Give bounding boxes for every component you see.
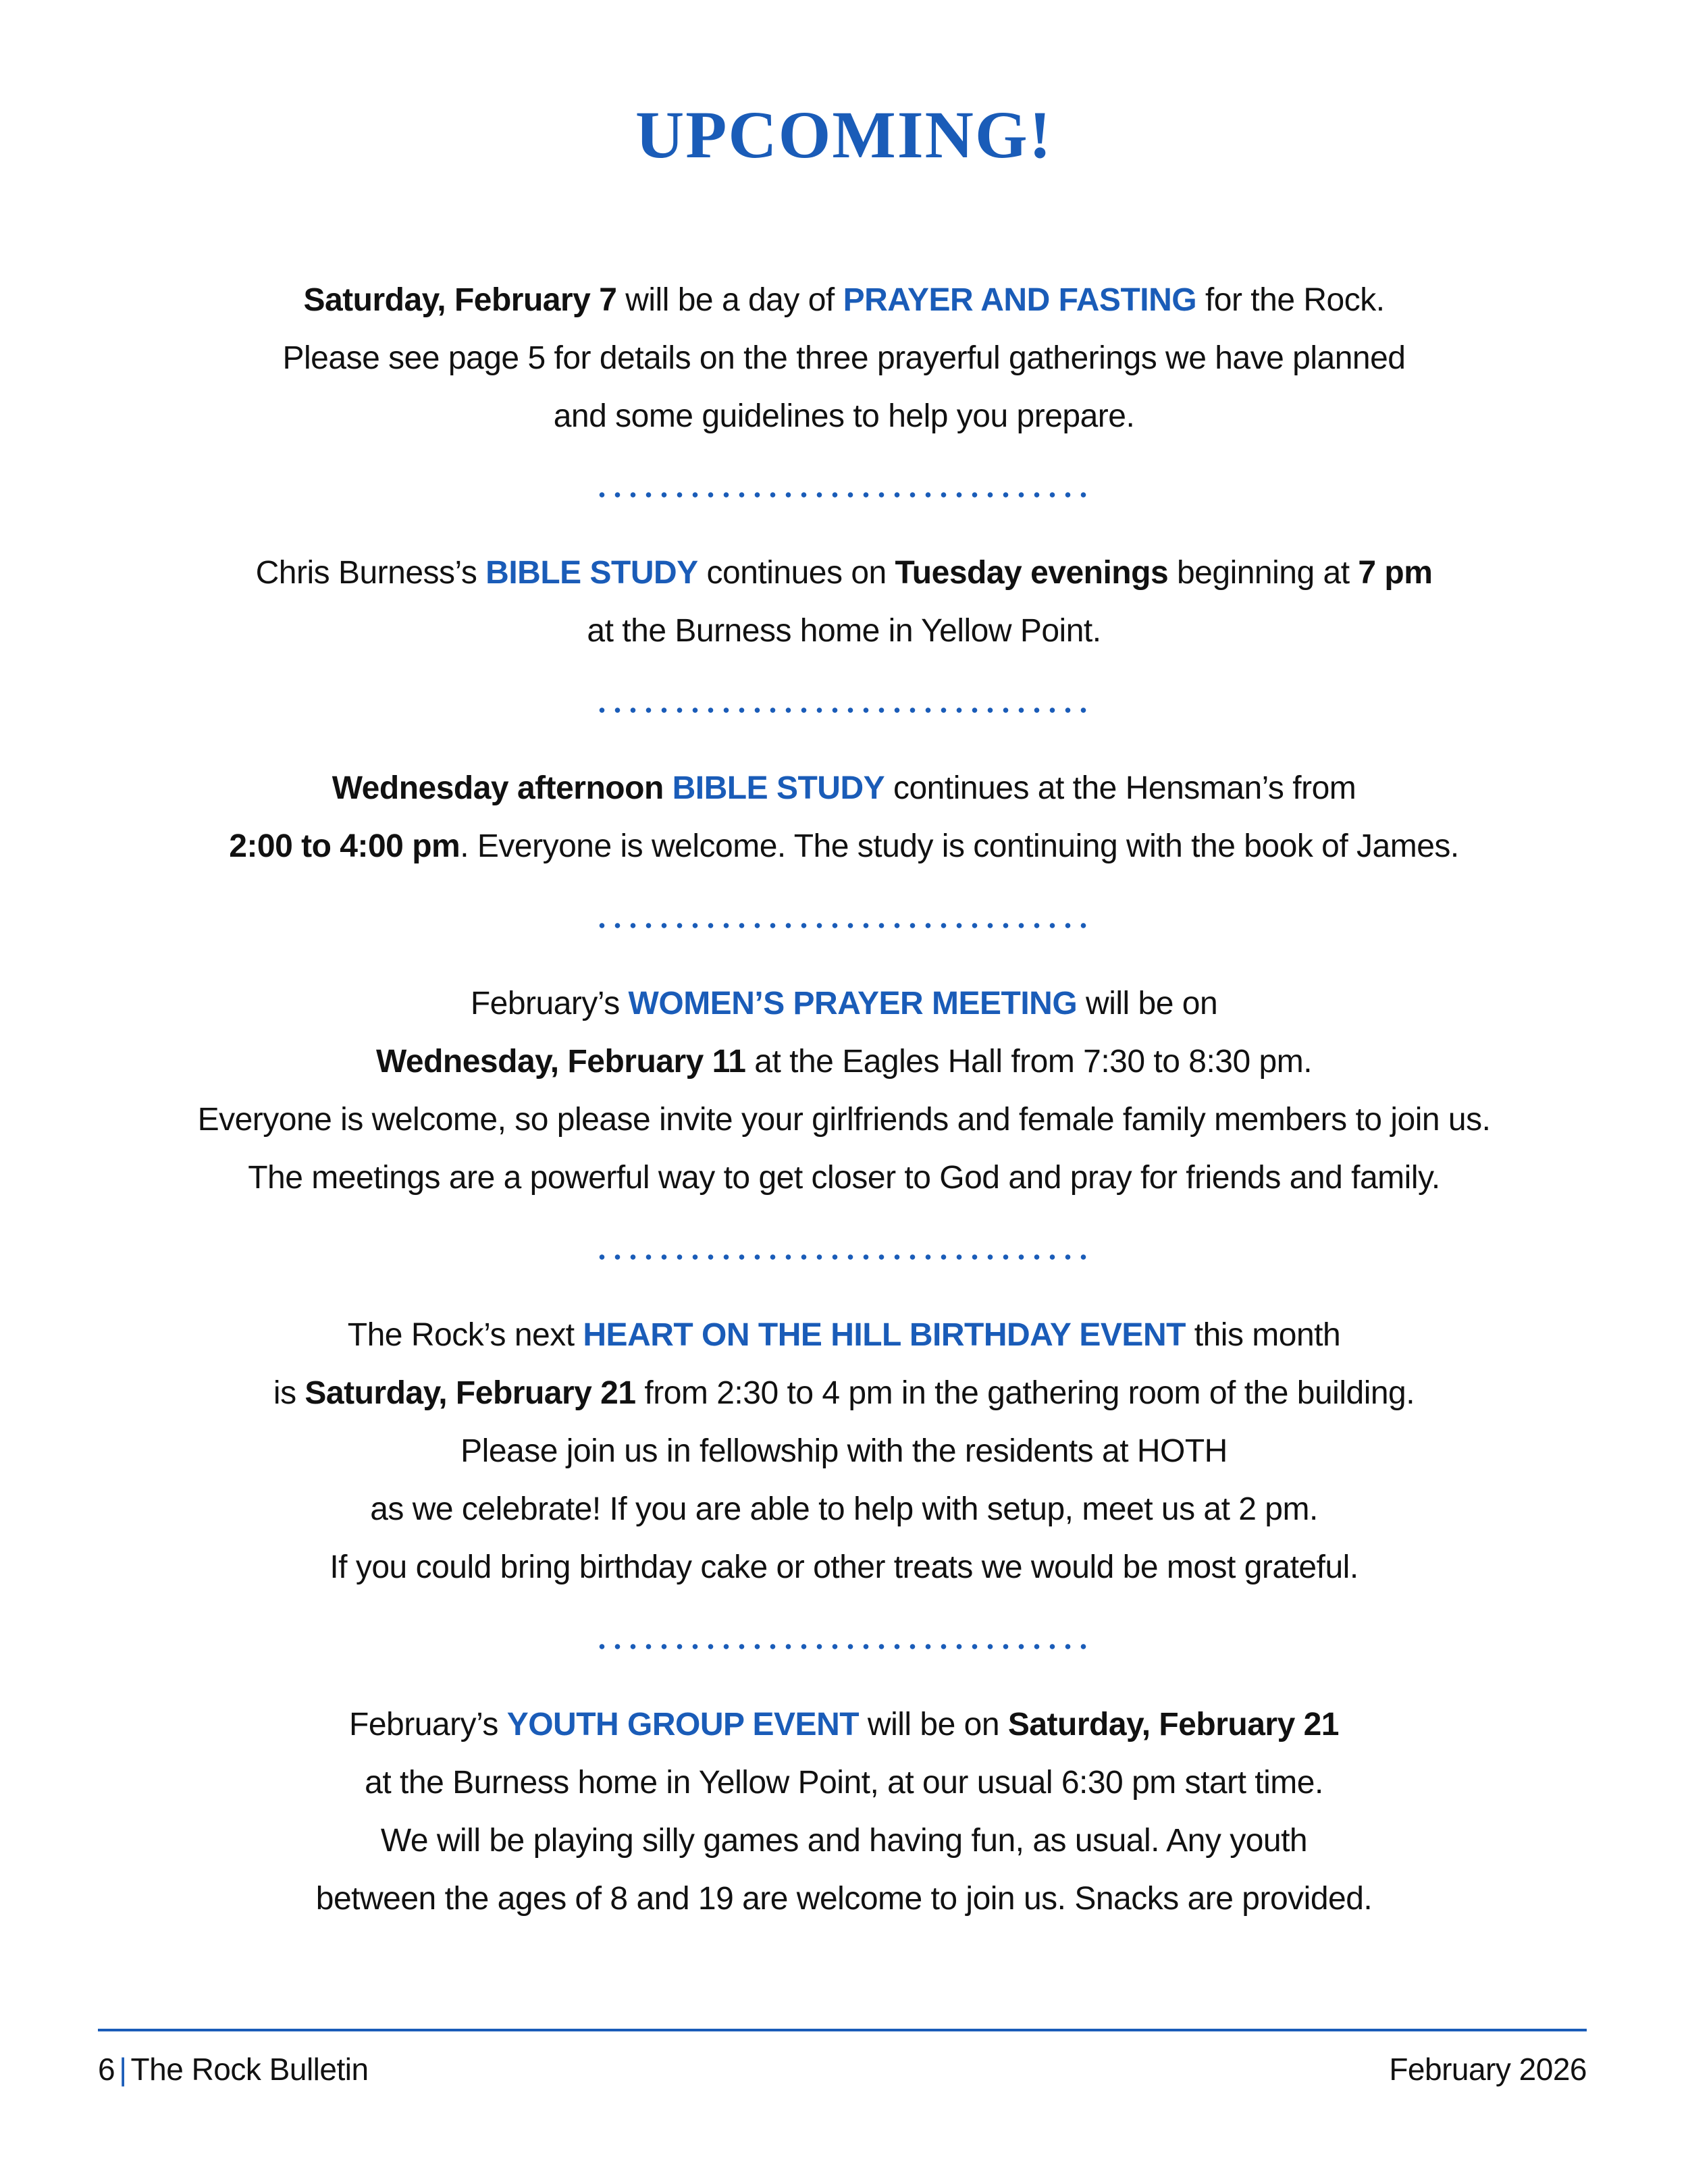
announcement-line xyxy=(0,1033,1688,1091)
announcement-line xyxy=(0,271,1688,329)
text: continues at the Hensman’s from xyxy=(885,770,1356,806)
announcement-line xyxy=(0,1364,1688,1422)
announcement-line: and some guidelines to help you prepare. xyxy=(553,398,1135,434)
text: will be a day of xyxy=(616,282,843,318)
dotted-divider xyxy=(594,1643,1094,1650)
dotted-divider xyxy=(594,707,1094,714)
event-date: Saturday, February 7 xyxy=(303,282,617,318)
text: from 2:30 to 4 pm in the gathering room of the building. xyxy=(635,1375,1415,1411)
text: at the Eagles Hall from 7:30 to 8:30 pm. xyxy=(745,1044,1313,1080)
footer-separator: | xyxy=(119,2052,127,2087)
womens-prayer-meeting-announcement xyxy=(0,975,1688,1207)
text: will be on xyxy=(859,1707,1008,1742)
text: The Rock’s next xyxy=(347,1317,583,1353)
page-title: UPCOMING! xyxy=(635,97,1053,172)
footer-left xyxy=(98,2049,369,2089)
event-name: BIBLE STUDY xyxy=(485,555,698,591)
issue-date: February 2026 xyxy=(1389,2052,1587,2087)
event-day: Wednesday afternoon xyxy=(332,770,664,806)
event-name: WOMEN’S PRAYER MEETING xyxy=(628,986,1078,1021)
announcement-line: Everyone is welcome, so please invite your girlfriends and female family members to join us. xyxy=(197,1102,1491,1138)
text: February’s xyxy=(470,986,629,1021)
announcement-line: If you could bring birthday cake or other treats we would be most grateful. xyxy=(329,1549,1359,1585)
announcement-line: between the ages of 8 and 19 are welcome to join us. Snacks are provided. xyxy=(315,1881,1373,1917)
page-number: 6 xyxy=(98,2052,115,2087)
announcement-line xyxy=(0,1306,1688,1364)
event-name: BIBLE STUDY xyxy=(672,770,885,806)
text: . Everyone is welcome. The study is continuing with the book of James. xyxy=(460,828,1459,864)
text: is xyxy=(273,1375,305,1411)
announcement-line: at the Burness home in Yellow Point. xyxy=(587,613,1101,649)
dotted-divider xyxy=(594,491,1094,498)
text: for the Rock. xyxy=(1196,282,1385,318)
text: will be on xyxy=(1077,986,1218,1021)
announcement-line xyxy=(0,760,1688,818)
announcement-line: as we celebrate! If you are able to help with setup, meet us at 2 pm. xyxy=(370,1491,1318,1527)
dotted-divider xyxy=(594,1254,1094,1260)
announcement-line: at the Burness home in Yellow Point, at our usual 6:30 pm start time. xyxy=(365,1765,1323,1801)
youth-group-announcement xyxy=(0,1696,1688,1928)
text: Chris Burness’s xyxy=(255,555,486,591)
announcement-line: Please see page 5 for details on the three prayerful gatherings we have planned xyxy=(282,340,1406,376)
prayer-fasting-announcement xyxy=(0,271,1688,446)
announcement-line xyxy=(0,975,1688,1033)
text: beginning at xyxy=(1168,555,1359,591)
text xyxy=(664,770,672,806)
announcement-line xyxy=(0,544,1688,602)
publication-name: The Rock Bulletin xyxy=(130,2052,369,2087)
footer-rule xyxy=(98,2029,1587,2031)
announcement-line: The meetings are a powerful way to get closer to God and pray for friends and family. xyxy=(248,1160,1440,1196)
announcement-line: We will be playing silly games and having fun, as usual. Any youth xyxy=(380,1823,1308,1859)
event-time: 2:00 to 4:00 pm xyxy=(229,828,460,864)
event-time: 7 pm xyxy=(1358,555,1433,591)
dotted-divider xyxy=(594,922,1094,929)
tuesday-bible-study-announcement xyxy=(0,544,1688,660)
heart-on-the-hill-announcement xyxy=(0,1306,1688,1597)
event-date: Wednesday, February 11 xyxy=(375,1044,746,1080)
event-name: YOUTH GROUP EVENT xyxy=(506,1707,860,1742)
wednesday-bible-study-announcement xyxy=(0,760,1688,876)
announcement-line xyxy=(0,1696,1688,1754)
text: continues on xyxy=(697,555,895,591)
event-name: HEART ON THE HILL BIRTHDAY EVENT xyxy=(583,1317,1186,1353)
event-date: Saturday, February 21 xyxy=(1007,1707,1339,1742)
text: this month xyxy=(1185,1317,1341,1353)
event-date: Saturday, February 21 xyxy=(305,1375,636,1411)
text: February’s xyxy=(349,1707,507,1742)
event-day: Tuesday evenings xyxy=(895,555,1169,591)
event-name: PRAYER AND FASTING xyxy=(843,282,1197,318)
announcement-line xyxy=(0,818,1688,876)
announcement-line: Please join us in fellowship with the residents at HOTH xyxy=(460,1433,1228,1469)
